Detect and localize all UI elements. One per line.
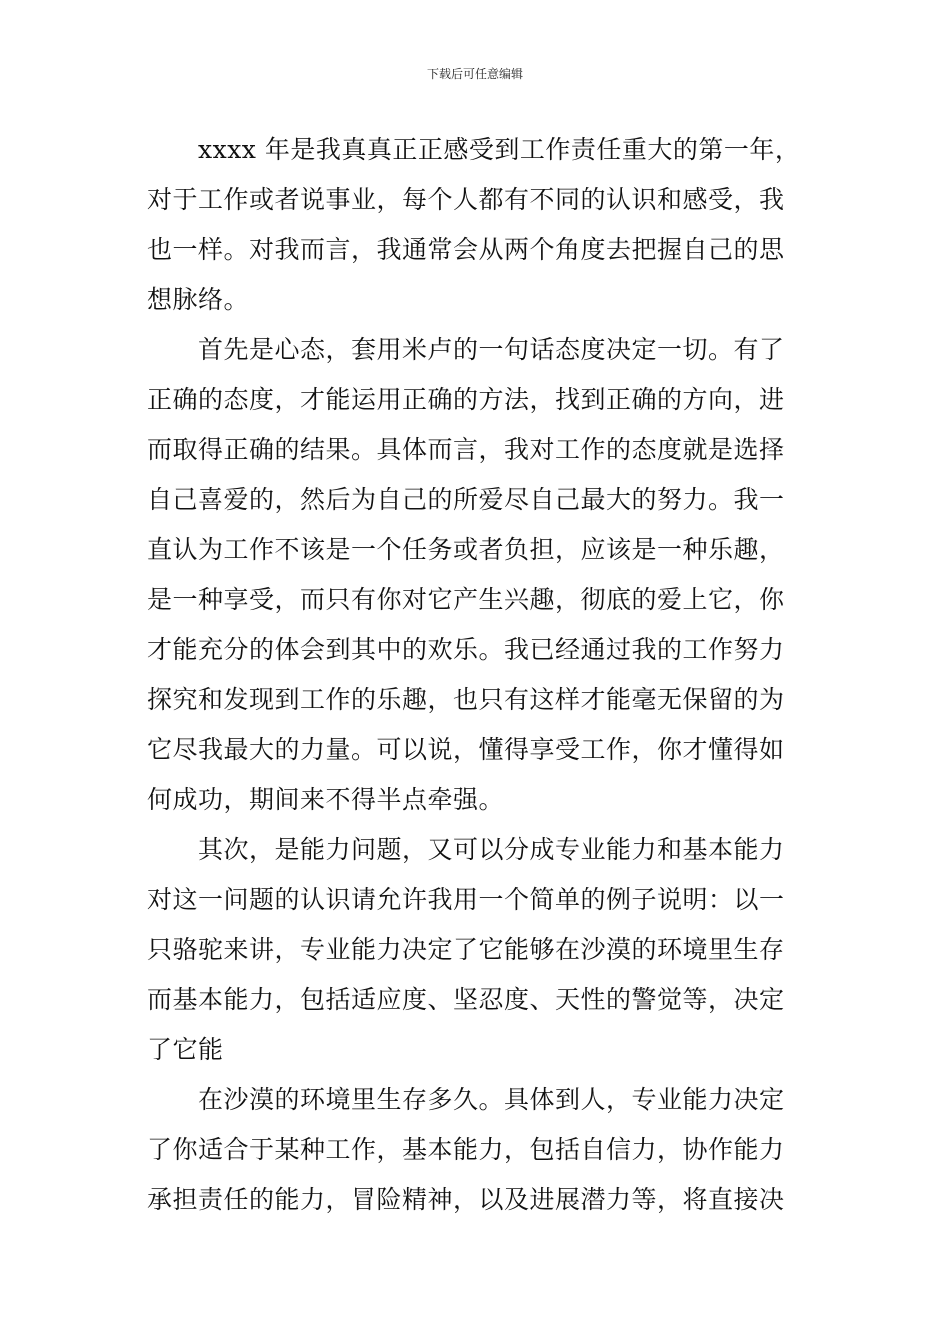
page-header: 下载后可任意编辑 [426,67,523,81]
text-line: 探究和发现到工作的乐趣，也只有这样才能毫无保留的为 [147,685,785,714]
text-line: 直认为工作不该是一个任务或者负担，应该是一种乐趣， [147,535,785,564]
text-line: 自己喜爱的，然后为自己的所爱尽自己最大的努力。我一 [147,485,785,514]
text-line: 了它能 [147,1035,224,1064]
text-line: 也一样。对我而言，我通常会从两个角度去把握自己的思 [147,235,785,264]
paragraph-1 [147,125,807,325]
paragraph-4 [147,1075,807,1225]
text-line: 只骆驼来讲，专业能力决定了它能够在沙漠的环境里生存 [147,935,785,964]
paragraph-3 [147,825,807,1075]
text-line: 在沙漠的环境里生存多久。具体到人，专业能力决定 [198,1085,785,1114]
text-line: 何成功，期间来不得半点牵强。 [147,785,505,814]
text-line: 对于工作或者说事业，每个人都有不同的认识和感受，我 [147,185,785,214]
text-line: 是一种享受，而只有你对它产生兴趣，彻底的爱上它，你 [147,585,785,614]
text-line: 承担责任的能力，冒险精神，以及进展潜力等，将直接决 [147,1185,785,1214]
document-body [147,125,807,1225]
text-line: 了你适合于某种工作，基本能力，包括自信力，协作能力 [147,1135,785,1164]
text-line: 首先是心态，套用米卢的一句话态度决定一切。有了 [198,335,785,364]
text-line: 对这一问题的认识请允许我用一个简单的例子说明：以一 [147,885,785,914]
text-line: 而基本能力，包括适应度、坚忍度、天性的警觉等，决定 [147,985,785,1014]
text-line: 才能充分的体会到其中的欢乐。我已经通过我的工作努力 [147,635,785,664]
text-line: xxxx 年是我真真正正感受到工作责任重大的第一年， [198,135,801,164]
text-line: 而取得正确的结果。具体而言，我对工作的态度就是选择 [147,435,785,464]
text-line: 其次，是能力问题，又可以分成专业能力和基本能力 [198,835,785,864]
paragraph-2 [147,325,807,825]
text-line: 想脉络。 [147,285,250,314]
text-line: 它尽我最大的力量。可以说，懂得享受工作，你才懂得如 [147,735,785,764]
text-line: 正确的态度，才能运用正确的方法，找到正确的方向，进 [147,385,785,414]
